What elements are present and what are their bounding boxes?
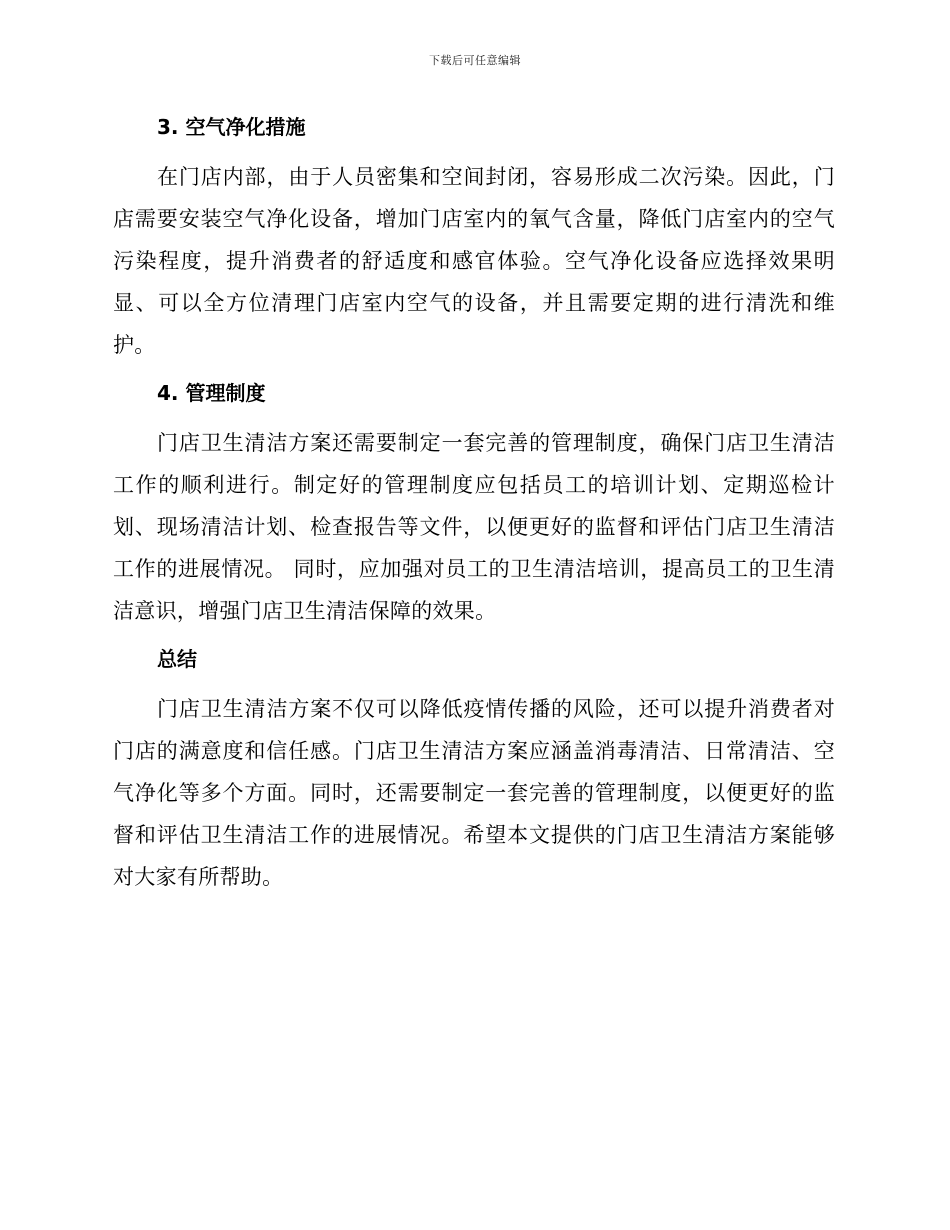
section-paragraph-air-purification: 在门店内部，由于人员密集和空间封闭，容易形成二次污染。因此，门店需要安装空气净化设备，增加门店室内的氧气含量，降低门店室内的空气污染程度，提升消费者的舒适度和感官体验。空气净化设备应选择效果明显、可以全方位清理门店室内空气的设备，并且需要定期的进行清洗和维护。 — [113, 165, 835, 357]
section-paragraph-management: 门店卫生清洁方案还需要制定一套完善的管理制度，确保门店卫生清洁工作的顺利进行。制定好的管理制度应包括员工的培训计划、定期巡检计划、现场清洁计划、检查报告等文件，以便更好的监督和评估门店卫生清洁工作的进展情况。 同时，应加强对员工的卫生清洁培训，提高员工的卫生清洁意识，增强门店卫生清洁保障的效果。 — [113, 431, 835, 623]
section-heading-summary: 总结 — [157, 647, 197, 671]
section-heading-air-purification: 3. 空气净化措施 — [157, 115, 306, 139]
section-heading-management: 4. 管理制度 — [157, 381, 266, 405]
document-body — [113, 110, 835, 898]
page-header: 下载后可任意编辑 — [429, 54, 521, 67]
section-paragraph-summary: 门店卫生清洁方案不仅可以降低疫情传播的风险，还可以提升消费者对门店的满意度和信任感。门店卫生清洁方案应涵盖消毒清洁、日常清洁、空气净化等多个方面。同时，还需要制定一套完善的管理制度，以便更好的监督和评估卫生清洁工作的进展情况。希望本文提供的门店卫生清洁方案能够对大家有所帮助。 — [113, 697, 835, 889]
